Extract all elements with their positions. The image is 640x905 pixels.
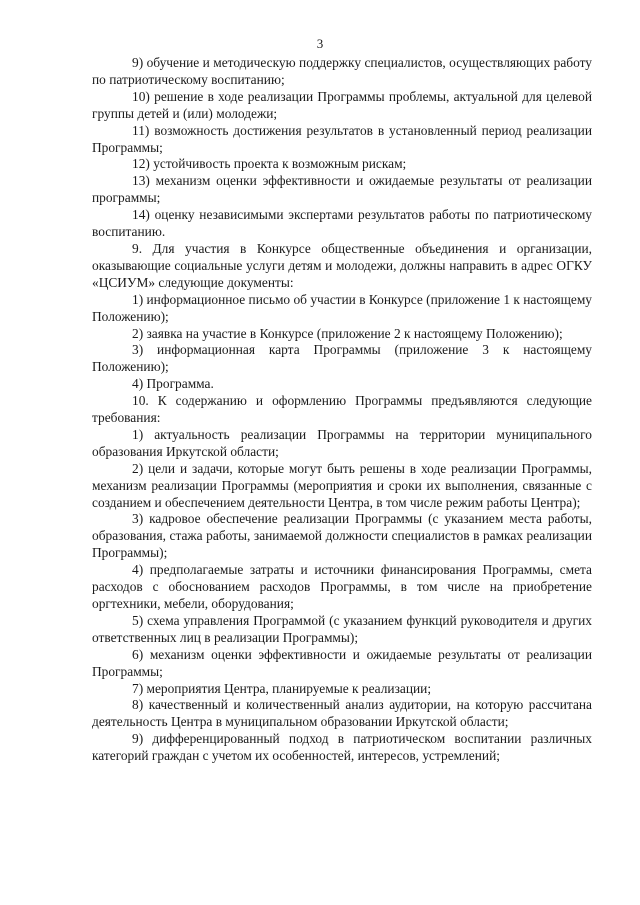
document-body xyxy=(92,55,592,765)
req-item-management-scheme: 5) схема управления Программой (с указанием функций руководителя и других ответственных лиц в реализации Программы); xyxy=(92,612,592,645)
list-item-problem-solving: 10) решение в ходе реализации Программы проблемы, актуальной для целевой группы детей и (или) молодежи; xyxy=(92,88,592,121)
list-item-achievability: 11) возможность достижения результатов в установленный период реализации Программы; xyxy=(92,122,592,155)
page-number: 3 xyxy=(316,36,324,51)
req-item-relevance: 1) актуальность реализации Программы на территории муниципального образования Иркутской области; xyxy=(92,426,592,459)
doc-item-info-card: 3) информационная карта Программы (приложение 3 к настоящему Положению); xyxy=(92,342,592,375)
list-item-training-support: 9) обучение и методическую поддержку специалистов, осуществляющих работу по патриотическому воспитанию; xyxy=(92,55,592,87)
list-item-independent-assessment: 14) оценку независимыми экспертами результатов работы по патриотическому воспитанию. xyxy=(92,207,592,240)
doc-item-application: 2) заявка на участие в Конкурсе (приложение 2 к настоящему Положению); xyxy=(132,325,563,341)
req-item-costs: 4) предполагаемые затраты и источники финансирования Программы, смета расходов с обоснованием расходов Программы, в том числе на приобретение оргтехники, мебели, оборудования; xyxy=(92,562,592,611)
doc-item-program: 4) Программа. xyxy=(132,376,214,392)
doc-item-info-letter: 1) информационное письмо об участии в Конкурсе (приложение 1 к настоящему Положению); xyxy=(92,291,592,324)
req-item-center-events: 7) мероприятия Центра, планируемые к реализации; xyxy=(132,680,432,696)
req-item-goals-tasks: 2) цели и задачи, которые могут быть решены в ходе реализации Программы, механизм реализации Программы (мероприятия и сроки их выполнения, связанные с созданием и обеспечением деятельности Центра, в том числе режим работы Центра); xyxy=(92,460,592,510)
list-item-risk-resilience: 12) устойчивость проекта к возможным рискам; xyxy=(132,156,407,172)
req-item-staffing: 3) кадровое обеспечение реализации Программы (с указанием места работы, образования, стажа работы, занимаемой должности специалистов в рамках реализации Программы); xyxy=(92,511,592,561)
list-item-evaluation-mechanism: 13) механизм оценки эффективности и ожидаемые результаты от реализации программы; xyxy=(92,173,592,206)
clause-10-requirements: 10. К содержанию и оформлению Программы предъявляются следующие требования: xyxy=(92,393,592,426)
req-item-evaluation: 6) механизм оценки эффективности и ожидаемые результаты от реализации Программы; xyxy=(92,646,592,679)
req-item-audience-analysis: 8) качественный и количественный анализ аудитории, на которую рассчитана деятельность Центра в муниципальном образовании Иркутской области; xyxy=(92,697,592,730)
req-item-differentiated-approach: 9) дифференцированный подход в патриотическом воспитании различных категорий граждан с учетом их особенностей, интересов, устремлений; xyxy=(92,731,592,764)
clause-9-participation: 9. Для участия в Конкурсе общественные объединения и организации, оказывающие социальные услуги детям и молодежи, должны направить в адрес ОГКУ «ЦСИУМ» следующие документы: xyxy=(92,240,592,290)
